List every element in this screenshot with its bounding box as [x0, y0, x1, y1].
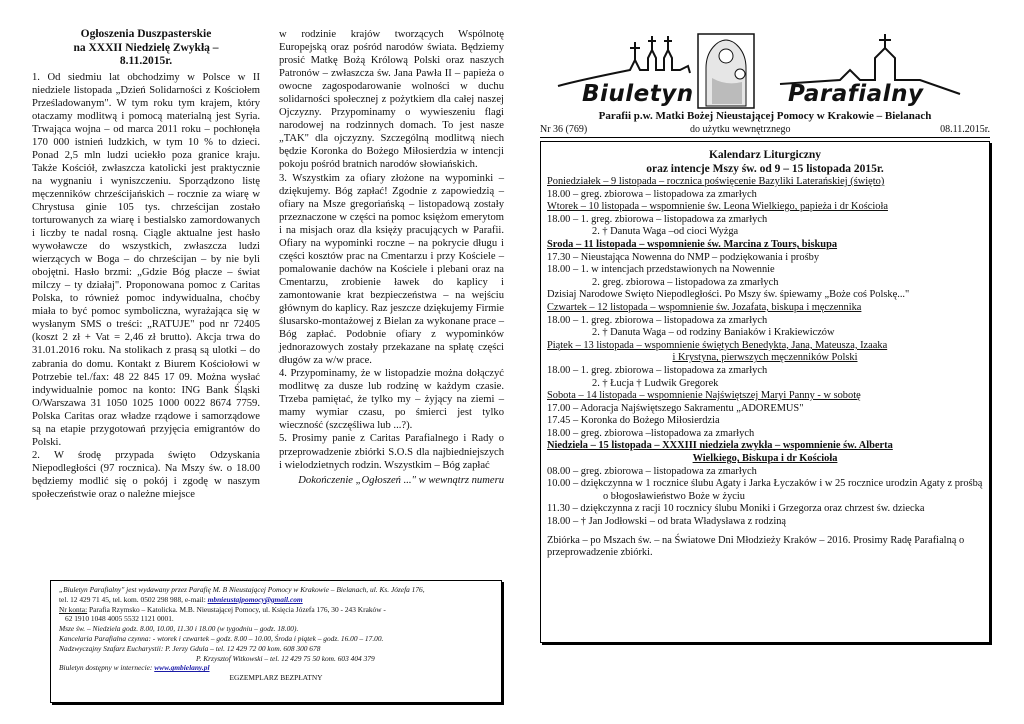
imprint-contact: [59, 595, 493, 605]
mass-intention: 18.00 – greg. zbiorowa – listopadowa za zmarłych: [547, 188, 757, 200]
mass-intention: 17.45 – Koronka do Bożego Miłosierdzia: [547, 415, 720, 427]
day-heading-monday: Poniedziałek – 9 listopada – rocznica poświęcenie Bazyliki Laterańskiej (święto): [547, 176, 885, 187]
account-number: 62 1910 1048 4005 5532 1121 0001.: [65, 614, 174, 624]
announcement-2: 2. W środę przypada święto Odzyskania Niepodległości (97 rocznica). Na Mszy św. o 18.00 będziemy modlić się o pokój i zgodę w naszym społeczeństwie oraz o należne miejsce: [32, 449, 260, 500]
usage-note: do użytku wewnętrznego: [690, 124, 791, 135]
announcement-2-continued: w rodzinie krajów tworzących Wspólnotę Europejską oraz pośród narodów świata. Będziemy prosić Matkę Bożą Królową Polski oraz naszych Patronów – zwłaszcza św. Jana Pawła II – papieża o owocne zagospodarowanie wolności w duchu solidarności społecznej z pożytkiem dla całej naszej Ojczyzny. Przypominamy o wywieszeniu flagi narodowej na rodzinnych domach. To jest nasze „TAK" dla ojczyzny. Szczególną modlitwą niech będzie Koronka do Bożego Miłosierdzia w intencji pokoju pośród bratnich narodów słowiańskich.: [279, 29, 504, 171]
calendar-subtitle: oraz intencje Mszy św. od 9 – 15 listopada 2015r.: [646, 163, 884, 175]
title-biuletyn: Biuletyn: [582, 81, 694, 107]
imprint-box: [50, 580, 502, 703]
mass-intention: 18.00 – greg. zbiorowa –listopadowa za zmarłych: [547, 427, 755, 439]
account-text: Parafia Rzymsko – Katolicka. M.B. Nieustającej Pomocy, ul. Księcia Józefa 176, 30 - 243 Kraków -: [87, 604, 386, 614]
mass-intention: 18.00 – 1. w intencjach przedstawionych na Nowennie: [547, 264, 775, 276]
collection-note: Zbiórka – po Mszach św. – na Światowe Dni Młodzieży Kraków – 2016. Prosimy Radę Parafialną o przeprowadzenie zbiórki.: [547, 534, 965, 559]
liturgical-calendar: [540, 141, 990, 643]
day-heading-thursday: Czwartek – 12 listopada – wspomnienie św. Jozafata, biskupa i męczennika: [547, 301, 862, 313]
announcements-column-2: [279, 28, 504, 487]
minister-1: Nadzwyczajny Szafarz Eucharystii: P. Jerzy Gdula – tel. 12 429 72 00 kom. 608 300 678: [59, 643, 321, 653]
issue-info: [540, 124, 990, 138]
mass-intention: 2. † Łucja † Ludwik Gregorek: [592, 377, 719, 389]
imprint-phone: tel. 12 429 71 45, tel. kom. 0502 298 988, e-mail:: [59, 594, 208, 604]
announcements-title: [32, 28, 260, 69]
minister-2: P. Krzysztof Witkowski – tel. 12 429 75 50 kom. 603 404 379: [196, 653, 375, 663]
email-link[interactable]: mbnieustajpomocy@gmail.com: [207, 594, 303, 604]
website-label: Biuletyn dostępny w internecie:: [59, 663, 155, 673]
announcements-title-line: 8.11.2015r.: [119, 55, 173, 67]
calendar-note: Dzisiaj Narodowe Święto Niepodległości. Po Mszy św. śpiewamy „Boże coś Polskę...": [547, 289, 910, 301]
mass-intention: 08.00 – greg. zbiorowa – listopadowa za zmarłych: [547, 465, 757, 477]
mass-intention: 10.00 – dziękczynna w 1 rocznice ślubu Agaty i Jarka Łyczaków i w 25 rocznice urodzin Agaty z prośbą o błogosławieństwo Boże w życiu: [547, 478, 983, 502]
mass-intention: 18.00 – 1. greg. zbiorowa – listopadowa za zmarłych: [547, 213, 768, 225]
day-heading-friday-cont: i Krystyna, pierwszych męczenników Polski: [672, 352, 858, 364]
mass-intention: 18.00 – 1. greg. zbiorowa – listopadowa za zmarłych: [547, 314, 768, 326]
account-label: Nr konta:: [59, 604, 88, 614]
mass-intention: 17.00 – Adoracja Najświętszego Sakramentu „ADOREMUS": [547, 402, 804, 414]
day-heading-sunday: Niedziela – 15 listopada – XXXIII niedziela zwykła – wspomnienie św. Alberta: [547, 440, 893, 452]
imprint-line: „Biuletyn Parafialny" jest wydawany przez Parafię M. B Nieustającej Pomocy w Krakowie – Bielanach, ul. Ks. Józefa 176,: [59, 585, 425, 594]
day-heading-wednesday: Środa – 11 listopada – wspomnienie św. Marcina z Tours, biskupa: [547, 238, 838, 250]
website-line: [59, 663, 493, 673]
mass-intention: 2. greg. zbiorowa – listopadowa za zmarłych: [592, 276, 779, 288]
continued-note: Dokończenie „Ogłoszeń ..." w wewnątrz numeru: [298, 474, 504, 486]
issue-number: Nr 36 (769): [540, 124, 588, 135]
day-heading-tuesday: Wtorek – 10 listopada – wspomnienie św. Leona Wielkiego, papieża i dr Kościoła: [547, 201, 888, 213]
icon-image: [698, 34, 754, 108]
announcements-title-line: Ogłoszenia Duszpasterskie: [80, 28, 212, 40]
announcements-column-1: [32, 28, 260, 501]
title-parafialny: Parafialny: [788, 81, 924, 107]
announcement-4: 4. Przypominamy, że w listopadzie można dołączyć modlitwę za dusze lub rodzinę w każdym czasie. Trzeba pamiętać, że tylko my – żyjący na ziemi – mamy wymiar czasu, po śmierci jest tylko wieczność (szczęśliwa lub ...?).: [279, 368, 504, 432]
announcements-title-line: na XXXII Niedzielę Zwykłą –: [73, 41, 219, 54]
mass-intention: 17.30 – Nieustająca Nowenna do NMP – podziękowania i prośby: [547, 251, 820, 263]
mass-intention: 11.30 – dziękczynna z racji 10 rocznicy ślubu Moniki i Grzegorza oraz chrzest św. dziecka: [547, 503, 925, 515]
office-hours: Kancelaria Parafialna czynna: - wtorek i czwartek – godz. 8.00 – 10.00, Środa i piątek – godz. 16.00 – 17.00.: [59, 633, 384, 643]
free-copy-label: EGZEMPLARZ BEZPŁATNY: [229, 673, 323, 683]
mass-intention: 18.00 – 1. greg. zbiorowa – listopadowa za zmarłych: [547, 364, 768, 376]
mass-intention: 18.00 – † Jan Jodłowski – od brata Władysława z rodziną: [547, 516, 787, 528]
parish-name: Parafii p.w. Matki Bożej Nieustającej Pomocy w Krakowie – Bielanach: [598, 110, 932, 122]
day-heading-sunday-cont: Wielkiego, Biskupa i dr Kościoła: [692, 453, 838, 465]
day-heading-friday: Piątek – 13 listopada – wspomnienie świętych Benedykta, Jana, Mateusza, Izaaka: [547, 339, 888, 351]
issue-date: 08.11.2015r.: [940, 124, 990, 135]
announcement-1: 1. Od siedmiu lat obchodzimy w Polsce w II niedziele listopada „Dzień Solidarności z Kościołem Prześladowanym". W tym roku tym krajem, który otaczamy modlitwą i pomocą materialną jest Syria. Trwająca wojna – od marca 2011 roku – pochłonęła 170 000 istnień ludzkich, w tym 10 % to dzieci. Ponad 2,5 mln ludzi uciekło poza granice kraju. Także Kościół, zwłaszcza katolicki jest praktycznie na wygnaniu i wyniszczeniu. Sporządzono listę męczenników chrześcijańskich – rocznie za wiarę w Chrystusa ginie 105 tys. chrześcijan zostało torturowanych za wiarę i bestialsko zamordowanych i liczby te nadal rosną. Ciągle aktualne jest hasło wywoławcze do wszystkich, zwłaszcza ludzi wierzących w Boga – do chrześcijan – by nie byli obojętni. Hasło brzmi: „Gdzie Bóg płacze – świat milczy – ty działaj". Proponowana pomoc z Caritas Polska, to również pomoc indywidualna, choćby miała to być pomoc symboliczna, wyrażająca się w wysłanym SMS o treści: „RATUJE" pod nr 72405 (koszt 2 zł + Vat = 2,46 zł brutto). Akcja trwa do 31.01.2016 roku. Na stolikach z prasą są ulotki – do zabrania do domu. Kontakt z Biurem Kościołowi w Potrzebie tel./fax: 48 22 845 17 09. Można wysłać indywidualnie pomoc na konto: ING Bank Śląski O/Warszawa 31 1050 1025 1000 0022 8674 7759. Polska Caritas oraz władze rządowe i samorządowe są na etapie przygotowań przyjęcia emigrantów do Polski.: [32, 71, 260, 448]
announcement-5: 5. Prosimy panie z Caritas Parafialnego i Rady o przeprowadzenie zbiórki S.O.S dla najbiedniejszych i wielodzietnych rodzin. Wszystkim – Bóg zapłać: [279, 433, 504, 471]
calendar-title: Kalendarz Liturgiczny: [708, 149, 822, 161]
mass-intention: 2. † Danuta Waga – od rodziny Baniaków i Krakiewiczów: [592, 327, 835, 339]
mass-intention: 2. † Danuta Waga –od cioci Wyżga: [592, 226, 739, 238]
day-heading-saturday: Sobota – 14 listopada – wspomnienie Najświętszej Maryi Panny - w sobotę: [547, 390, 861, 402]
website-link[interactable]: www.gmbielany.pl: [154, 663, 210, 673]
imprint-account: [59, 605, 493, 615]
announcement-3: 3. Wszystkim za ofiary złożone na wypominki – dziękujemy. Bóg zapłać! Zgodnie z zapowiedzią – ofiary na Msze gregoriańską – listopadową zostały przeznaczone w części na pomoc księżom emerytom i na misjach oraz dla księży pracujących w Parafii. Ofiary na wypominki roczne – na pokrycie długu i części kosztów prac na Cmentarzu i przy Kościele – pomalowanie dachów na Kościele i plebani oraz na Cmentarzu, zrobienie ławek do kaplicy i zamontowanie krat bezpieczeństwa – na wejściu głównym do kaplicy. Raz jeszcze dziękujemy Firmie ślusarsko-montażowej z Bielan za wykonane prace – Bóg zapłać. Podobnie ofiary z wypominków jednorazowych zostały przekazane na spłatę części długów za w/w prace.: [279, 172, 504, 367]
mass-times: Msze św. – Niedziela godz. 8.00, 10.00, 11.30 i 18.00 (w tygodniu – godz. 18.00).: [59, 624, 299, 634]
